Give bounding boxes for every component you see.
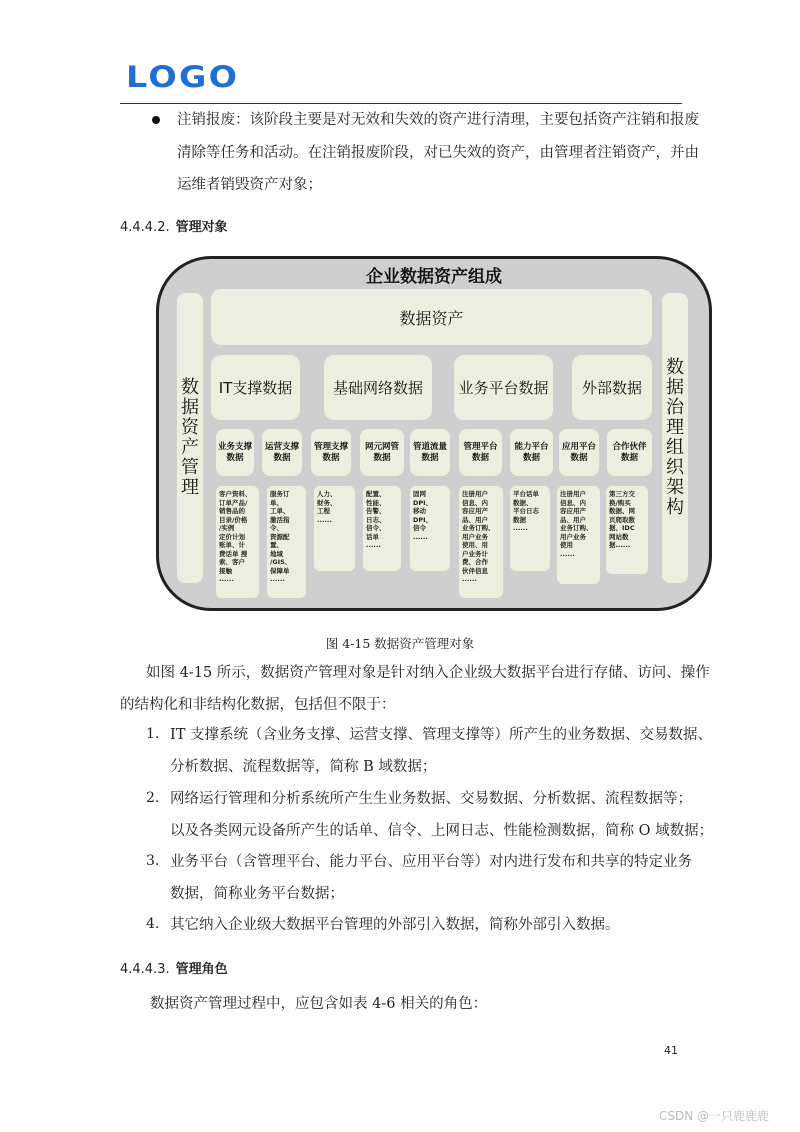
sub-box: 应用平台数据 [559,429,599,476]
sub-box: 网元网管数据 [360,429,404,476]
figure-caption: 图 4-15 数据资产管理对象 [325,636,475,651]
sub-box: 管理支撑数据 [311,429,351,476]
list-item-line: 业务平台（含管理平台、能力平台、应用平台等）对内进行发布和共享的特定业务 [170,854,692,870]
header-rule [120,103,682,104]
section-title: 管理对象 [175,220,228,235]
intro-line-1: 注销报废：该阶段主要是对无效和失效的资产进行清理，主要包括资产注销和报废 [177,112,699,128]
detail-box: 注册用户 信息、内 容应用产 品、用户 业务订购、 用户业务 使用 ...... [557,486,600,584]
para-line-2: 的结构化和非结构化数据，包括但不限于： [120,697,396,713]
detail-box: 注册用户 信息、内 容应用产 品、用户 业务订购、 用户业务 使用、用 户业务计 费、合作 伙伴信息 ...... [459,486,503,598]
sub-box: 管道流量数据 [410,429,450,476]
detail-box: 服务订 单、 工单、 激活指 令、 资源配 置、 地域 /GIS、 保障单 ...... [267,486,306,598]
section-number: 4.4.4.3. [120,962,170,977]
detail-box: 第三方交 换/购买 数据、网 页爬取数 据、IDC 网站数 据...... [606,486,648,574]
detail-box: 配置、 性能、 告警、 日志、 信令、 话单 ...... [363,486,401,571]
list-item-line: 网络运行管理和分析系统所产生生业务数据、交易数据、分析数据、流程数据等； [170,791,692,807]
list-number: 2. [146,790,160,806]
detail-box: 平台话单 数据、 平台日志 数据 ...... [510,486,550,571]
category-box: 外部数据 [572,355,652,420]
category-box: IT支撑数据 [211,355,300,420]
section-number: 4.4.4.2. [120,220,170,235]
para-line-1: 如图 4-15 所示，数据资产管理对象是针对纳入企业级大数据平台进行存储、访问、操作 [146,665,710,681]
sub-box: 运营支撑数据 [262,429,302,476]
section-heading [120,958,228,977]
detail-box: 固网 DPI、 移动 DPI、 信令 ...... [410,486,450,571]
list-item-line: 以及各类网元设备所产生的话单、信令、上网日志、性能检测数据，简称 O 域数据； [170,823,714,839]
list-number: 3. [146,853,160,869]
category-box: 基础网络数据 [324,355,432,420]
page-number: 41 [664,1044,678,1057]
closing-line: 数据资产管理过程中，应包含如表 4-6 相关的角色： [150,996,488,1012]
watermark: CSDN @一只鹿鹿鹿 [659,1109,770,1123]
top-asset-box: 数据资产 [211,289,652,345]
detail-box: 客户资料、 订单产品/ 销售品的 目录/价格 /实例 定价计划 账单、计 费话单 搜 索、客户 接触 ...... [216,486,259,598]
sub-box: 管理平台数据 [459,429,502,476]
diagram-title: 企业数据资产组成 [366,267,502,287]
sub-box: 合作伙伴数据 [607,429,652,476]
section-heading [120,216,228,235]
logo: LOGO [126,60,240,94]
bullet-icon [152,116,160,124]
list-item-line: 分析数据、流程数据等，简称 B 域数据； [170,759,437,775]
intro-line-3: 运维者销毁资产对象； [177,177,322,193]
sub-box: 业务支撑数据 [216,429,254,476]
asset-diagram [156,256,712,611]
detail-box: 人力、 财务、 工程 ...... [314,486,355,571]
sub-box: 能力平台数据 [510,429,553,476]
list-item-line: 数据，简称业务平台数据； [170,886,344,902]
category-box: 业务平台数据 [454,355,553,420]
intro-line-2: 清除等任务和活动。在注销报废阶段，对已失效的资产，由管理者注销资产，并由 [177,145,699,161]
right-pillar: 数据治理组织架构 [662,293,688,583]
list-number: 1. [146,726,160,742]
left-pillar: 数据资产管理 [177,293,203,583]
section-title: 管理角色 [175,962,228,977]
list-item-line: IT 支撑系统（含业务支撑、运营支撑、管理支撑等）所产生的业务数据、交易数据、 [170,727,713,743]
list-item-line: 其它纳入企业级大数据平台管理的外部引入数据，简称外部引入数据。 [170,917,620,933]
list-number: 4. [146,916,160,932]
